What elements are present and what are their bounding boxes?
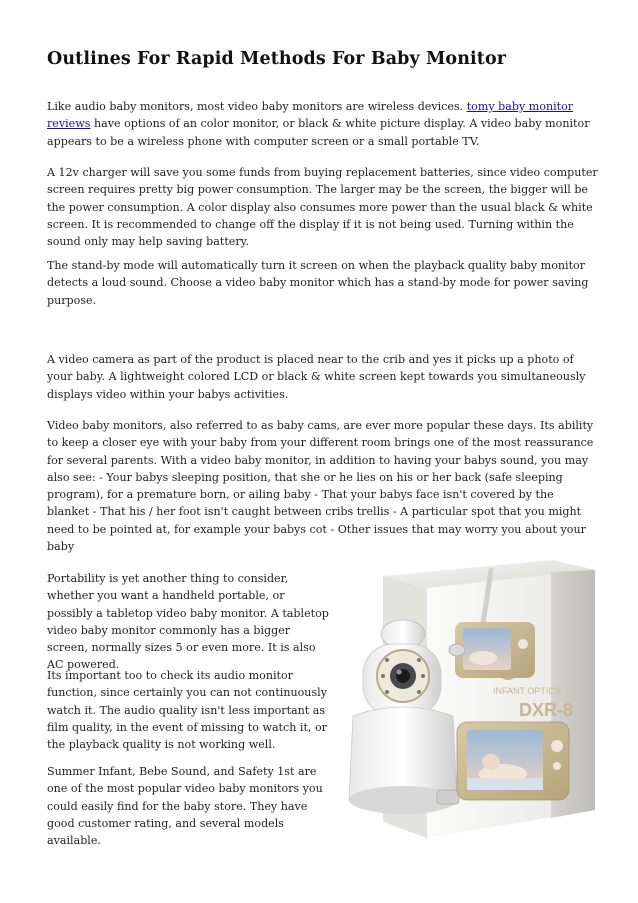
paragraph-video-monitors: Video baby monitors, also referred to as baby cams, are ever more popular these days. Its ability to keep a closer eye with your baby from your different room brings one of the most reassurance for several parents. With a video baby monitor, in addition to having your babys sound, you may also see: - Your babys sleeping position, that she or he lies on his or her back (safe sleeping program), for a premature born, or ailing baby - That your babys face isn't covered by the blanket - That his / her foot isn't caught between cribs trellis - A particular spot that you might need to be pointed at, for example your babys cot - Other issues that may worry you about your baby: [47, 419, 594, 554]
paragraph-charger: A 12v charger will save you some funds from buying replacement batteries, since video computer screen requires pretty big power consumption. The larger may be the screen, the bigger will be the power consumption. A color display also consumes more power than the usual black & white screen. It is recommended to change off the display if it is not being used. Turning within the sound only may help saving battery.: [47, 166, 598, 249]
paragraph-audio: Its important too to check its audio monitor function, since certainly you can not continuously watch it. The audio quality isn't less important as film quality, in the event of missing to watch it, or the playback quality is not working well.: [47, 669, 327, 752]
paragraph-standby: The stand-by mode will automatically turn it screen on when the playback quality baby monitor detects a loud sound. Choose a video baby monitor which has a stand-by mode for power saving purpose.: [47, 259, 589, 307]
baby-monitor-product-image: [343, 548, 603, 840]
brand-text: INFANT OPTICS: [493, 686, 561, 696]
page-title: Outlines For Rapid Methods For Baby Monitor: [47, 49, 507, 69]
monitor-unit-large: [457, 722, 569, 800]
paragraph-intro: Like audio baby monitors, most video baby monitors are wireless devices. tomy baby monitor reviews have options of an color monitor, or black & white picture display. A video baby monitor appears to be a wireless phone with computer screen or a small portable TV.: [47, 100, 590, 148]
paragraph-brands: Summer Infant, Bebe Sound, and Safety 1st are one of the most popular video baby monitors you could easily find for the baby store. They have good customer rating, and several models available.: [47, 765, 323, 848]
paragraph-camera: A video camera as part of the product is placed near to the crib and yes it picks up a photo of your baby. A lightweight colored LCD or black & white screen kept towards you simultaneously displays video within your babys activities.: [47, 353, 586, 401]
tomy-reviews-link[interactable]: tomy baby monitor reviews: [47, 100, 574, 131]
model-text: DXR-8: [519, 700, 574, 720]
paragraph-portability: Portability is yet another thing to consider, whether you want a handheld portable, or possibly a tabletop video baby monitor. A tabletop video baby monitor commonly has a bigger screen, normally sizes 5 or even more. It is also AC powered.: [47, 572, 329, 672]
